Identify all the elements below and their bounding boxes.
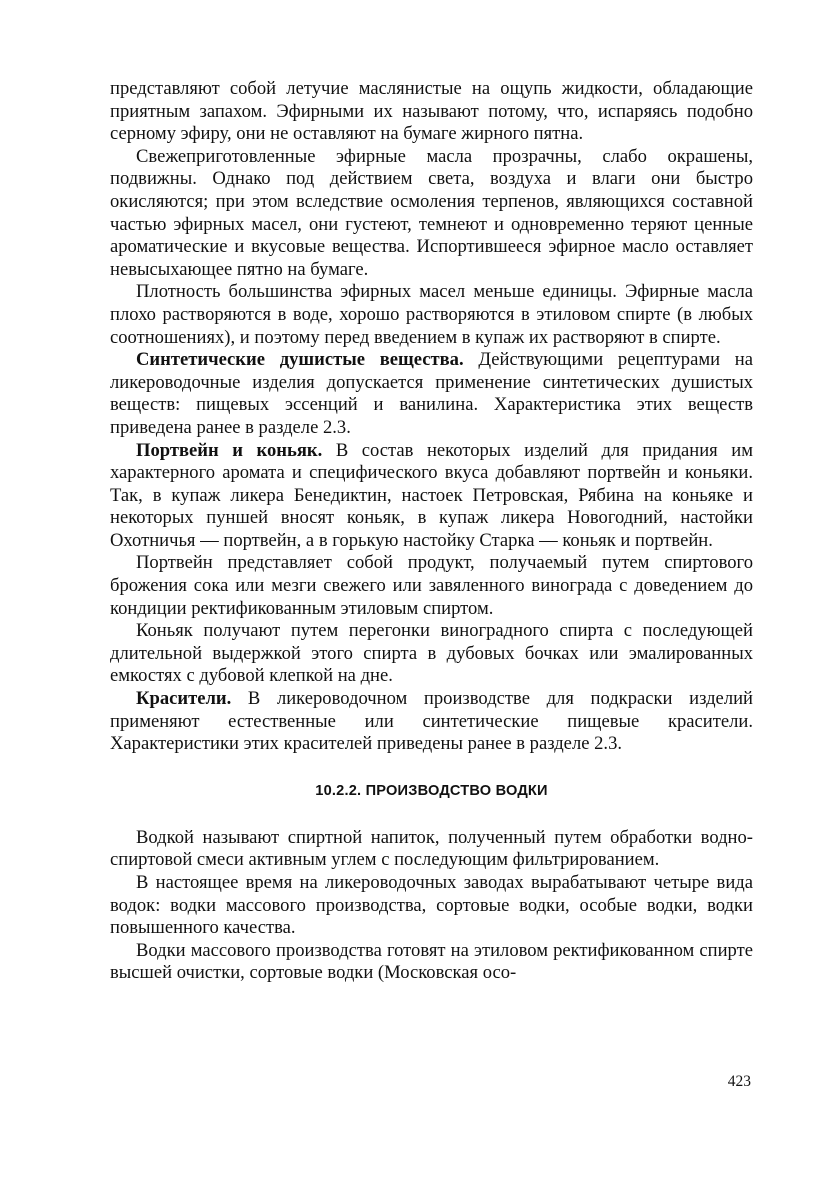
paragraph: Красители. В ликероводочном производстве для подкраски изделий применяют естественные или синтетические пищевые красители. Характеристики этих красителей приведены ранее в разделе 2.3. — [110, 688, 753, 755]
run-in-heading: Красители. — [136, 688, 232, 710]
paragraph: Водкой называют спиртной напиток, полученный путем обработки водно-спиртовой смеси активным углем с последующим фильтрированием. — [110, 826, 753, 871]
paragraph: Водки массового производства готовят на этиловом ректификованном спирте высшей очистки, сортовые водки (Московская осо- — [110, 939, 753, 984]
run-in-heading: Синтетические душистые вещества. — [136, 349, 464, 371]
paragraphs-bottom — [110, 827, 753, 985]
paragraph: Плотность большинства эфирных масел меньше единицы. Эфирные масла плохо растворяются в воде, хорошо растворяются в этиловом спирте (в любых соотношениях), и поэтому перед введением в купаж их растворяют в спирте. — [110, 281, 753, 348]
section-heading: 10.2.2. ПРОИЗВОДСТВО ВОДКИ — [315, 782, 548, 799]
page-body — [110, 78, 753, 985]
paragraph: представляют собой летучие маслянистые на ощупь жидкости, обладающие приятным запахом. Эфирными их называют потому, что, испаряясь подобно серному эфиру, они не оставляют на бумаге жирного пятна. — [110, 78, 753, 145]
page-number: 423 — [727, 1073, 751, 1090]
paragraph: Портвейн представляет собой продукт, получаемый путем спиртового брожения сока или мезги свежего или завяленного винограда с доведением до кондиции ректификованным этиловым спиртом. — [110, 552, 753, 619]
run-in-heading: Портвейн и коньяк. — [136, 439, 323, 461]
paragraph: В настоящее время на ликероводочных заводах вырабатывают четыре вида водок: водки массового производства, сортовые водки, особые водки, водки повышенного качества. — [110, 872, 753, 939]
paragraph: Свежеприготовленные эфирные масла прозрачны, слабо окрашены, подвижны. Однако под действием света, воздуха и влаги они быстро окисляются; при этом вследствие осмоления терпенов, являющихся составной частью эфирных масел, они густеют, темнеют и одновременно теряют ценные ароматические и вкусовые вещества. Испортившееся эфирное масло оставляет невысыхающее пятно на бумаге. — [110, 145, 753, 280]
paragraph: Синтетические душистые вещества. Действующими рецептурами на ликероводочные изделия допускается применение синтетических душистых веществ: пищевых эссенций и ванилина. Характеристика этих веществ приведена ранее в разделе 2.3. — [110, 349, 753, 438]
paragraph: Портвейн и коньяк. В состав некоторых изделий для придания им характерного аромата и специфического вкуса добавляют портвейн и коньяки. Так, в купаж ликера Бенедиктин, настоек Петровская, Рябина на коньяке и некоторых пуншей вносят коньяк, в купаж ликера Новогодний, настойки Охотничья — портвейн, а в горькую настойку Старка — коньяк и портвейн. — [110, 439, 753, 551]
paragraph: Коньяк получают путем перегонки виноградного спирта с последующей длительной выдержкой этого спирта в дубовых бочках или эмалированных емкостях с дубовой клепкой на дне. — [110, 620, 753, 687]
paragraphs-top — [110, 78, 753, 756]
